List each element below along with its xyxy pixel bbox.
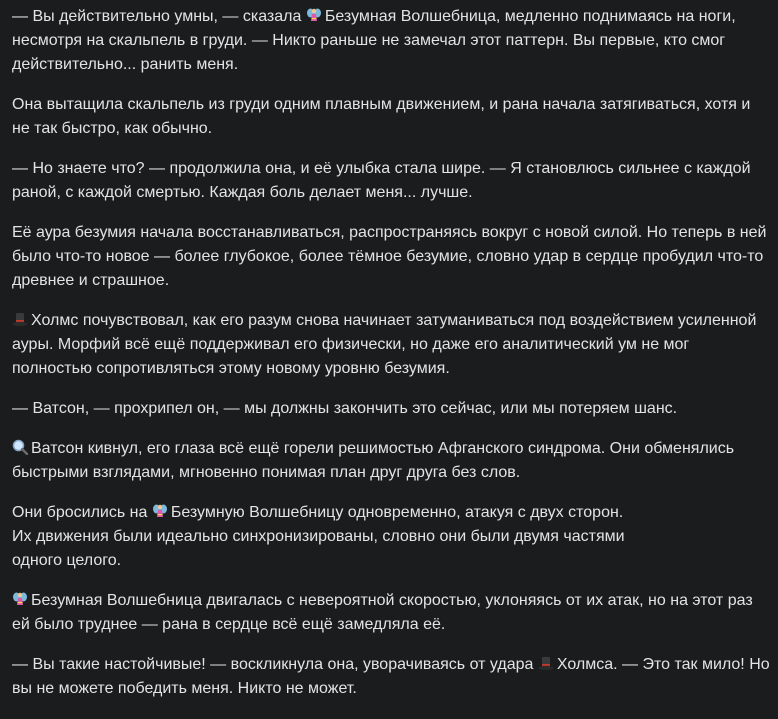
top-hat-icon [12,311,28,327]
paragraph-8-end: Безумную Волшебницу одновременно, атакуя с двух сторон. Их движения были идеально синхронизированы, словно они были двумя частями одного целого. [12,504,625,569]
paragraph-4: Её аура безумия начала восстанавливаться, распространяясь вокруг с новой силой. Но теперь в ней было что-то новое — более глубокое, более тёмное безумие, словно удар в сердце пробудил что-то древнее и страшное. [12,224,767,289]
paragraph-7 [12,437,770,485]
paragraph-9-text: Безумная Волшебница двигалась с невероятной скоростью, уклоняясь от их атак, но на этот раз ей было труднее — рана в сердце всё ещё замедляла её. [12,592,753,633]
story-text [12,5,770,717]
fairy-icon [152,503,168,519]
paragraph-8-start: Они бросились на [12,504,148,521]
paragraph-5 [12,309,770,381]
paragraph-7-text: Ватсон кивнул, его глаза всё ещё горели решимостью Афганского синдрома. Они обменялись быстрыми взглядами, мгновенно понимая план друг друга без слов. [12,440,735,481]
paragraph-10-start: — Вы такие настойчивые! — воскликнула она, уворачиваясь от удара [12,656,534,673]
paragraph-10 [12,653,770,701]
paragraph-2: Она вытащила скальпель из груди одним плавным движением, и рана начала затягиваться, хотя и не так быстро, как обычно. [12,96,751,137]
paragraph-5-text: Холмс почувствовал, как его разум снова начинает затуманиваться под воздействием усиленной ауры. Морфий всё ещё поддерживал его физически, но даже его аналитический ум не мог полностью сопротивляться этому новому уровню безумия. [12,312,757,377]
top-hat-icon [538,655,554,671]
paragraph-9 [12,589,770,637]
magnifying-glass-icon [12,439,28,455]
paragraph-3: — Но знаете что? — продолжила она, и её улыбка стала шире. — Я становлюсь сильнее с каждой раной, с каждой смертью. Каждая боль делает меня... лучше. [12,160,751,201]
paragraph-1 [12,5,770,77]
paragraph-10-end: Холмса. — Это так мило! Но вы не можете победить меня. Никто не может. [12,656,770,697]
fairy-icon [12,591,28,607]
paragraph-6: — Ватсон, — прохрипел он, — мы должны закончить это сейчас, или мы потеряем шанс. [12,400,678,417]
paragraph-1-start: — Вы действительно умны, — сказала [12,8,302,25]
fairy-icon [306,7,322,23]
paragraph-8 [12,501,770,573]
paragraph-1-end: Безумная Волшебница, медленно поднимаясь на ноги, несмотря на скальпель в груди. — Никто раньше не замечал этот паттерн. Вы первые, кто смог действительно... ранить меня. [12,8,736,73]
